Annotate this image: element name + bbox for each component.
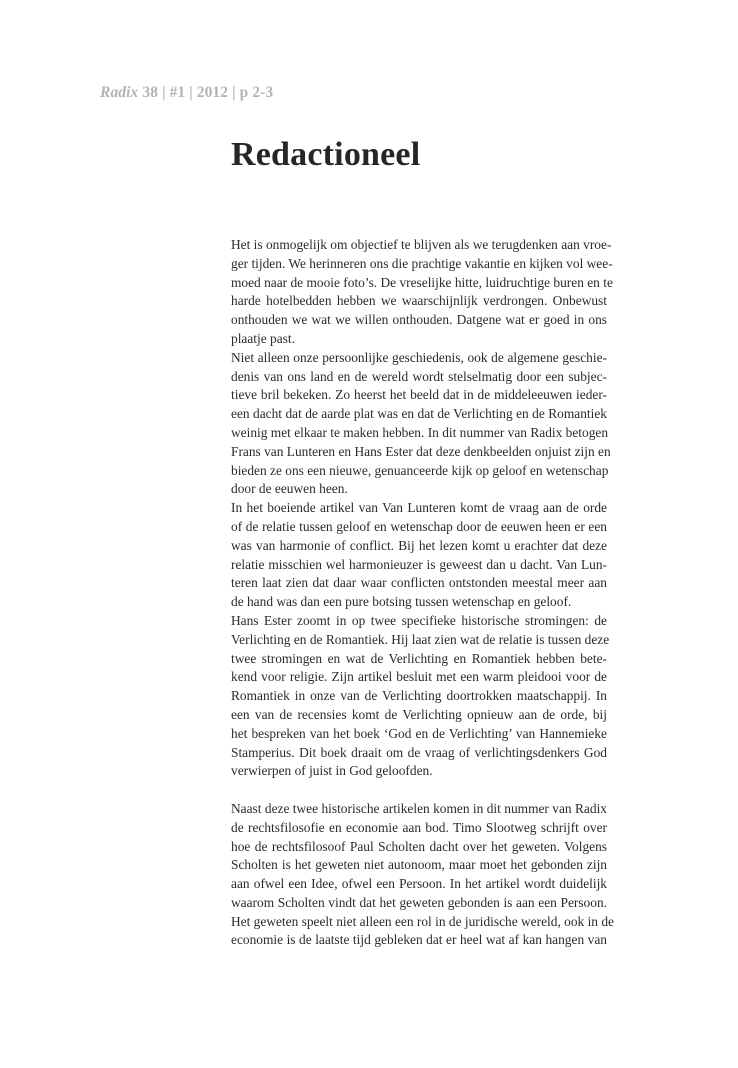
paragraph: [231, 236, 613, 349]
text-line: de rechtsfilosofie en economie aan bod. Timo Slootweg schrijft over: [231, 819, 607, 835]
year: 2012: [196, 84, 229, 101]
text-line: Het is onmogelijk om objectief te blijven als we terugdenken aan vroe-: [231, 237, 612, 252]
text-line: onthouden we wat we willen onthouden. Datgene wat er goed in ons: [231, 312, 607, 328]
text-line: economie is de laatste tijd gebleken dat er heel wat af kan hangen van: [231, 932, 607, 948]
text-line: of de relatie tussen geloof en wetenschap door de eeuwen heen er een: [231, 518, 607, 534]
text-line: harde hotelbedden hebben we waarschijnlijk verdrongen. Onbewust: [231, 293, 607, 309]
text-line: was van harmonie of conflict. Bij het lezen komt u erachter dat deze: [231, 537, 607, 553]
paragraph: [231, 612, 610, 781]
text-line: Romantiek in onze van de Verlichting doortrokken maatschappij. In: [231, 688, 607, 704]
text-line: Het geweten speelt niet alleen een rol in de juridische wereld, ook in de: [231, 913, 614, 929]
text-line: een van de recensies komt de Verlichting opnieuw aan de orde, bij: [231, 706, 607, 722]
text-line: het bespreken van het boek ‘God en de Verlichting’ van Hannemieke: [231, 725, 607, 741]
text-line: door de eeuwen heen.: [231, 481, 348, 497]
journal-name: Radix: [100, 84, 139, 101]
paragraph: [231, 800, 614, 950]
text-line: denis van ons land en de wereld wordt stelselmatig door een subjec-: [231, 368, 607, 384]
text-line: aan ofwel een Idee, ofwel een Persoon. In het artikel wordt duidelijk: [231, 876, 607, 892]
text-line: verwierpen of juist in God geloofden.: [231, 763, 433, 779]
page-range: p 2-3: [239, 84, 274, 101]
text-line: bieden ze ons een nieuwe, genuanceerde kijk op geloof en wetenschap: [231, 462, 609, 478]
page-title: Redactioneel: [231, 136, 421, 173]
running-head: Radix 38 | #1 | 2012 | p 2-3: [100, 84, 274, 101]
text-line: Hans Ester zoomt in op twee specifieke historische stromingen: de: [231, 612, 607, 628]
text-line: teren laat zien dat daar waar conflicten ontstonden meestal meer aan: [231, 575, 607, 591]
text-line: moed naar de mooie foto’s. De vreselijke hitte, luidruchtige buren en te: [231, 274, 613, 290]
text-line: Verlichting en de Romantiek. Hij laat zien wat de relatie is tussen deze: [231, 631, 610, 647]
paragraph-gap: [231, 781, 607, 800]
text-line: Stamperius. Dit boek draait om de vraag of verlichtingsdenkers God: [231, 744, 607, 760]
text-line: een dacht dat de aarde plat was en dat de Verlichting en de Romantiek: [231, 406, 607, 422]
text-line: weinig met elkaar te maken hebben. In dit nummer van Radix betogen: [231, 424, 609, 440]
text-line: hoe de rechtsfilosoof Paul Scholten dacht over het geweten. Volgens: [231, 838, 607, 854]
text-line: Naast deze twee historische artikelen komen in dit nummer van Radix: [231, 800, 607, 816]
text-line: relatie misschien wel harmonieuzer is geweest dan u dacht. Van Lun-: [231, 556, 607, 572]
text-line: Scholten is het geweten niet autonoom, maar moet het gebonden zijn: [231, 857, 607, 873]
paragraph: [231, 499, 607, 612]
text-line: tieve bril bekeken. Zo heerst het beeld dat in de middeleeuwen ieder-: [231, 387, 607, 403]
text-line: plaatje past.: [231, 330, 295, 346]
article-body: [231, 236, 614, 950]
text-line: twee stromingen en wat de Verlichting en Romantiek hebben bete-: [231, 650, 607, 666]
text-line: Niet alleen onze persoonlijke geschiedenis, ook de algemene geschie-: [231, 349, 607, 365]
volume-number: 38: [142, 84, 159, 101]
text-line: ger tijden. We herinneren ons die prachtige vakantie en kijken vol wee-: [231, 255, 613, 271]
text-line: Frans van Lunteren en Hans Ester dat deze denkbeelden onjuist zijn en: [231, 443, 611, 459]
text-line: waarom Scholten vindt dat het geweten gebonden is aan een Persoon.: [231, 894, 607, 910]
issue-number: #1: [169, 84, 186, 101]
text-line: kend voor religie. Zijn artikel besluit met een warm pleidooi voor de: [231, 669, 607, 685]
text-line: In het boeiende artikel van Van Lunteren komt de vraag aan de orde: [231, 500, 607, 516]
paragraph: [231, 349, 611, 499]
text-line: de hand was dan een pure botsing tussen wetenschap en geloof.: [231, 594, 572, 610]
